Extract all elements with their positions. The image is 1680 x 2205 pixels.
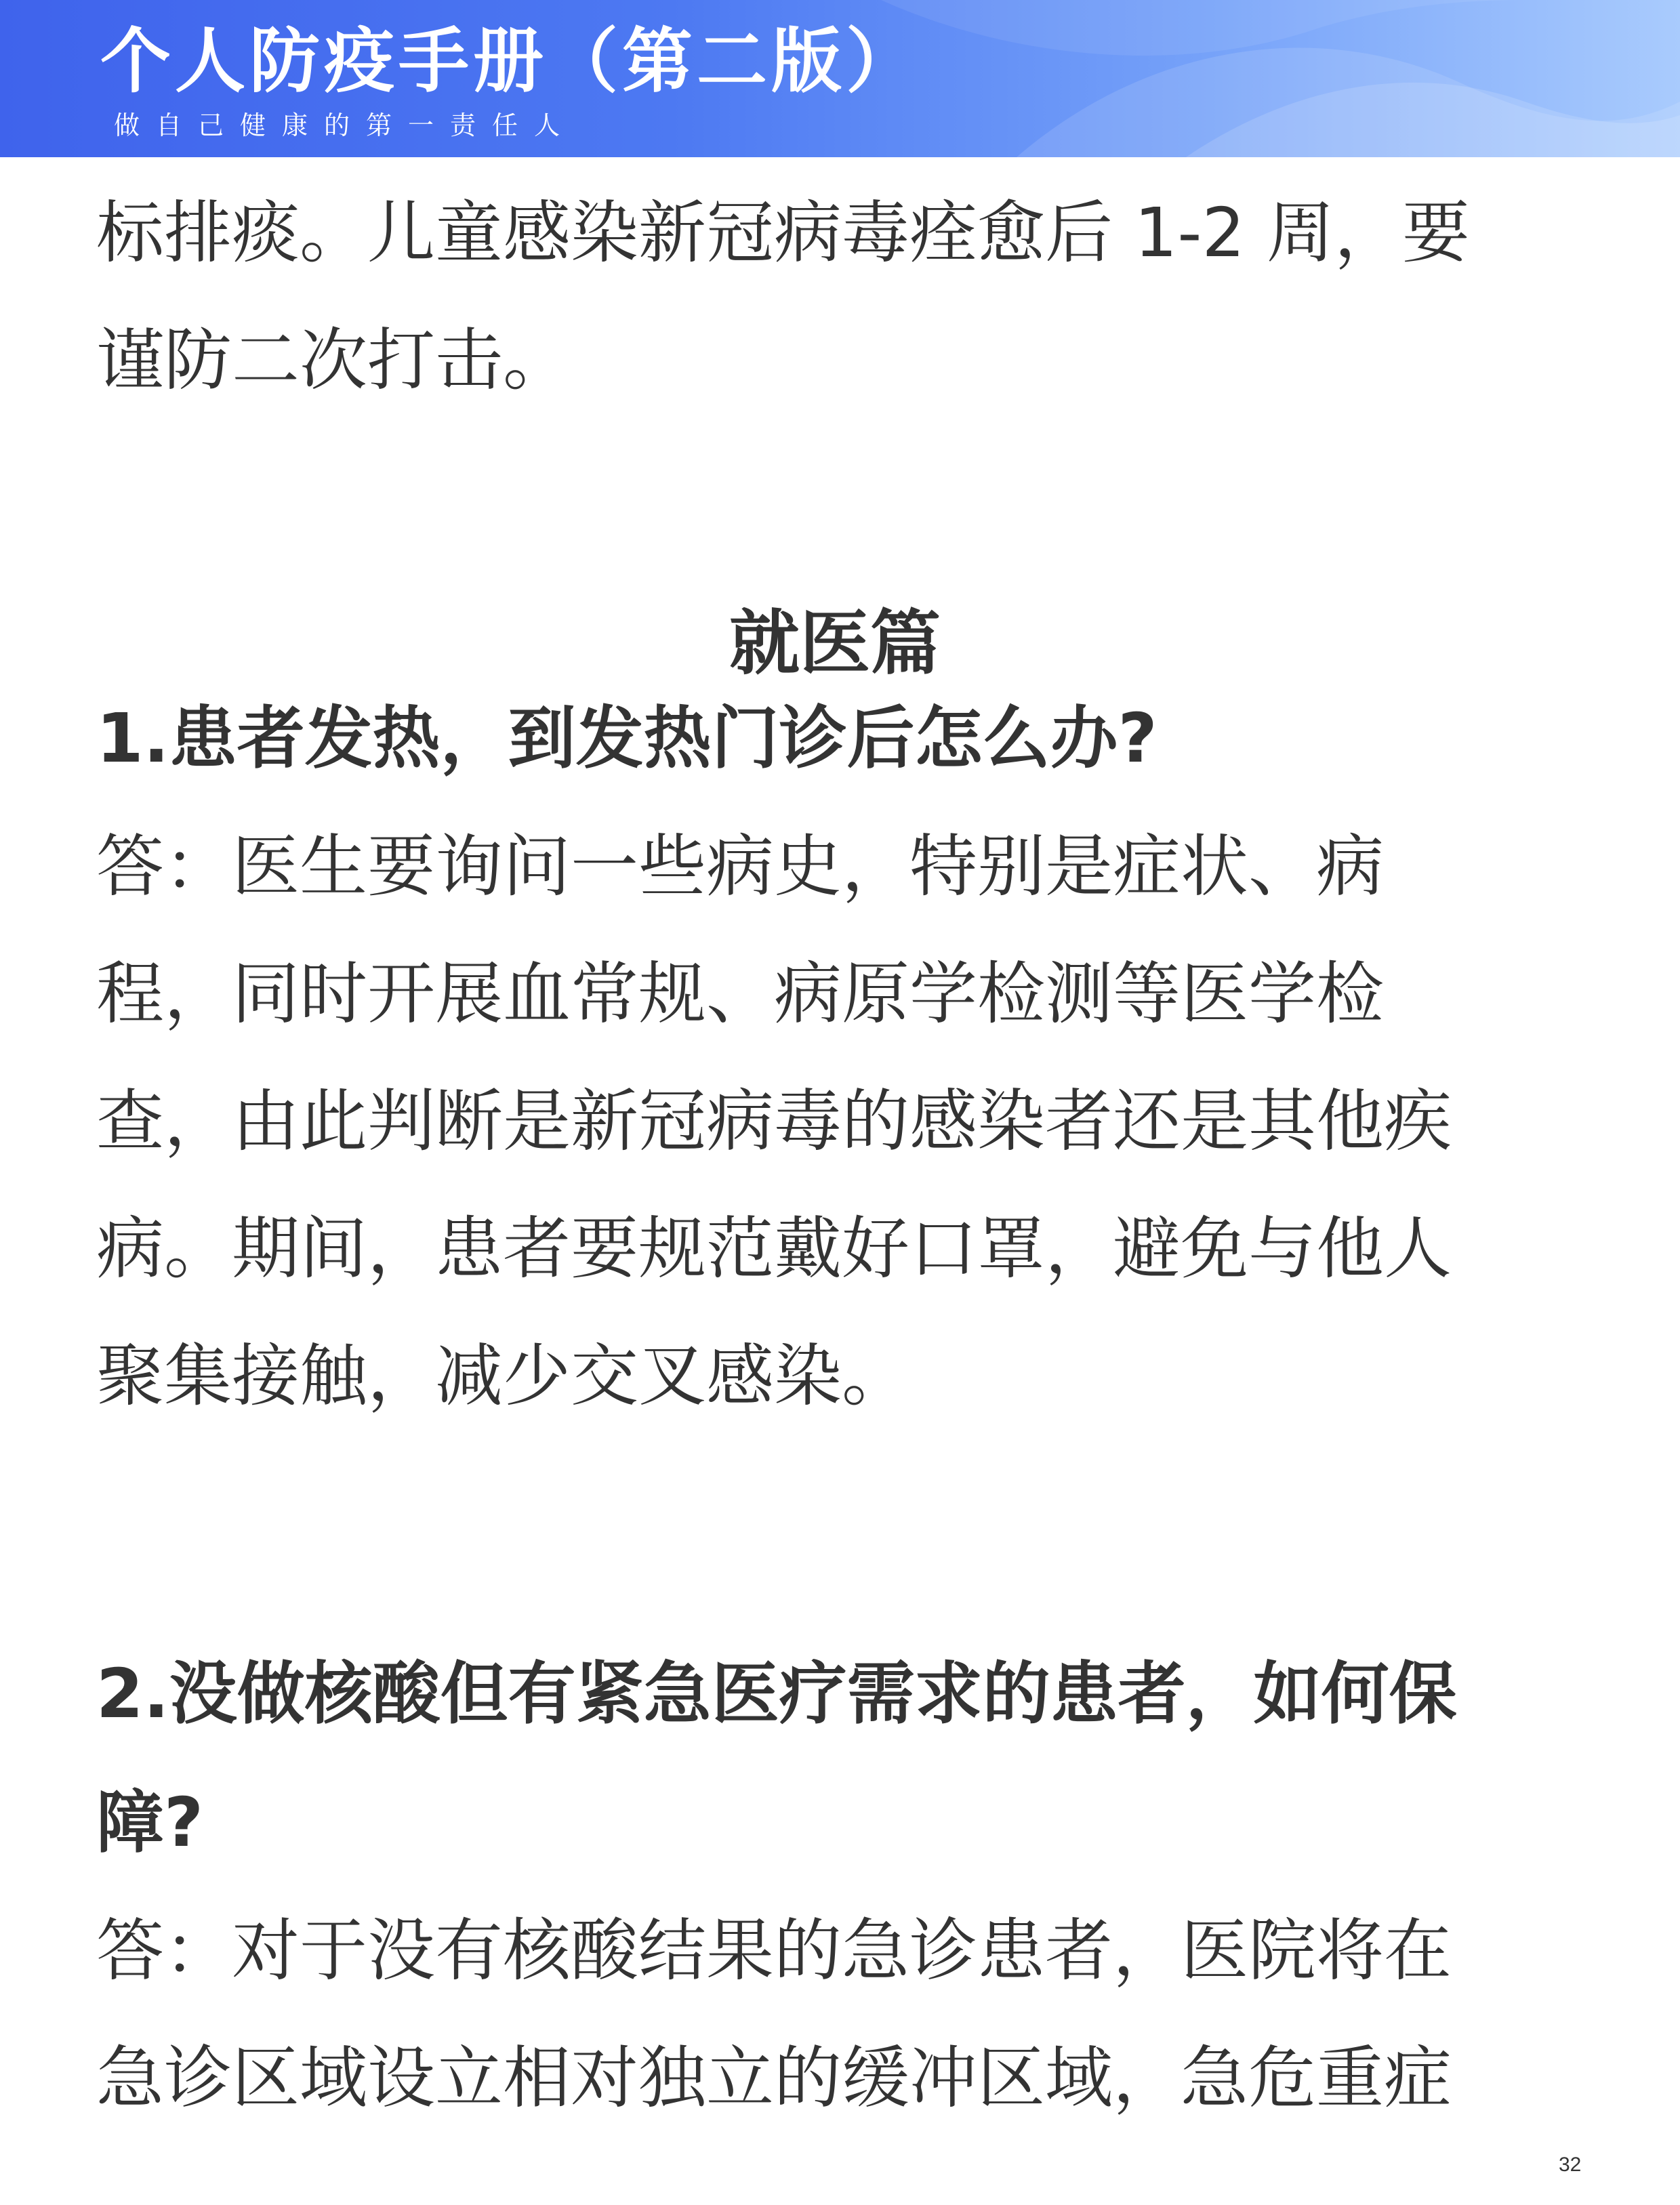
answer-line: 查，由此判断是新冠病毒的感染者还是其他疾 xyxy=(96,1081,1452,1161)
qa-block-1 xyxy=(96,674,1574,1440)
question-heading-continued: 障? xyxy=(96,1783,204,1862)
answer-line: 答：医生要询问一些病史，特别是症状、病 xyxy=(96,827,1384,906)
answer-line: 病。期间，患者要规范戴好口罩，避免与他人 xyxy=(96,1209,1452,1288)
answer-line: 聚集接触，减少交叉感染。 xyxy=(96,1336,909,1416)
handbook-subtitle: 做自己健康的第一责任人 xyxy=(114,110,577,140)
page-content xyxy=(96,169,1574,2118)
header-banner xyxy=(0,0,1680,157)
question-heading: 1.患者发热，到发热门诊后怎么办? xyxy=(96,699,1157,778)
handbook-title: 个人防疫手册（第二版） xyxy=(100,20,921,102)
body-line: 标排痰。儿童感染新冠病毒痊愈后 1-2 周，要 xyxy=(96,193,1470,272)
question-heading: 2.没做核酸但有紧急医疗需求的患者，如何保 xyxy=(96,1654,1457,1733)
answer-line: 程，同时开展血常规、病原学检测等医学检 xyxy=(96,954,1384,1033)
answer-line: 急诊区域设立相对独立的缓冲区域，急危重症 xyxy=(96,2038,1452,2118)
page-number: 32 xyxy=(1559,2154,1582,2176)
qa-block-2 xyxy=(96,1630,1574,2142)
section-title: 就医篇 xyxy=(729,602,941,684)
body-line: 谨防二次打击。 xyxy=(96,321,571,400)
answer-line: 答：对于没有核酸结果的急诊患者，医院将在 xyxy=(96,1911,1452,1990)
